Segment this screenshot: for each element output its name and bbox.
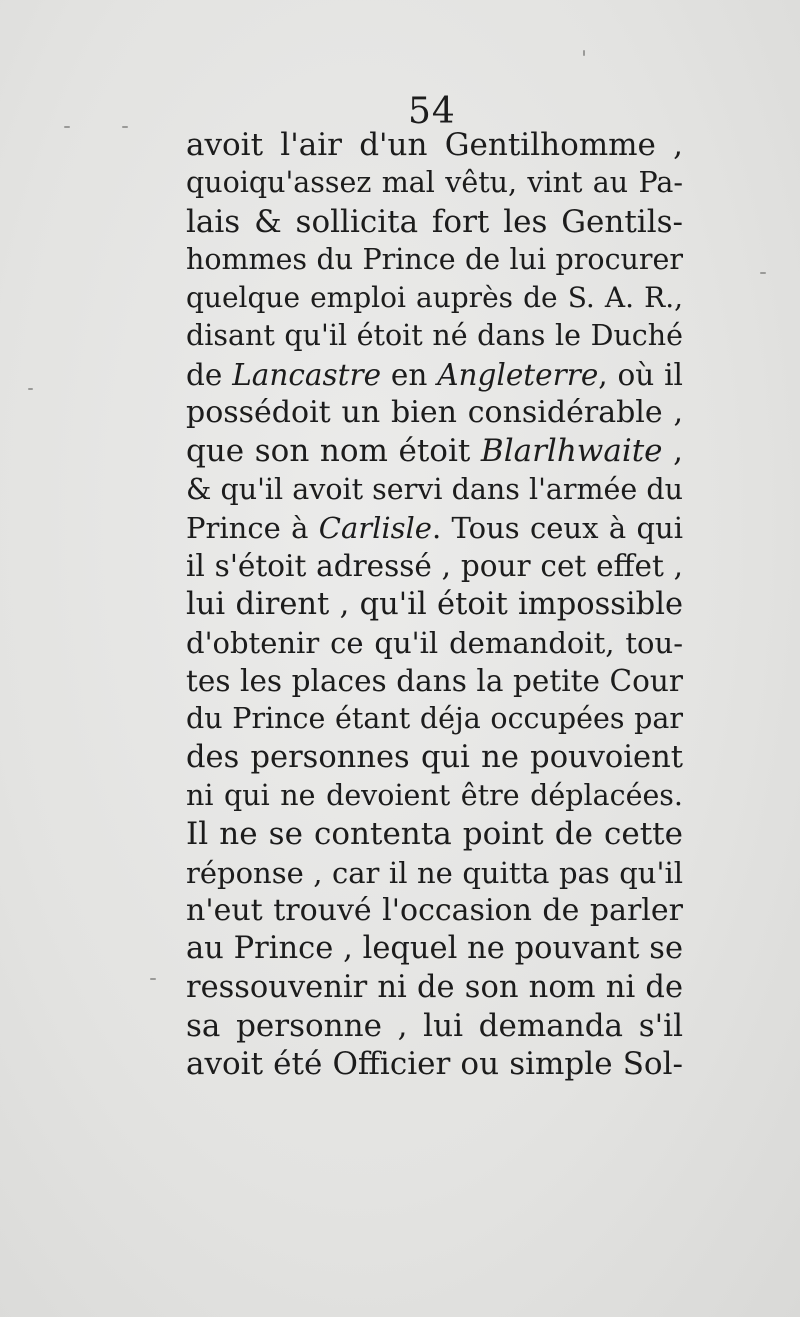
text-line xyxy=(186,739,683,777)
text-segment: lui dirent , qu'il étoit impossible xyxy=(186,586,683,622)
text-segment: en xyxy=(381,357,438,392)
text-segment: tes les places dans la petite Cour xyxy=(186,664,683,699)
text-line xyxy=(186,509,683,547)
text-segment: quelque emploi auprès de S. A. R., xyxy=(186,281,683,315)
text-segment: d'obtenir ce qu'il demandoit, tou- xyxy=(186,625,683,660)
paper-speck xyxy=(64,126,70,128)
text-segment: ressouvenir ni de son nom ni de xyxy=(186,969,683,1005)
text-line xyxy=(186,662,683,700)
text-segment: n'eut trouvé l'occasion de parler xyxy=(186,892,683,928)
text-segment: & qu'il avoit servi dans l'armée du xyxy=(186,472,683,506)
text-line xyxy=(186,356,683,394)
text-segment: des personnes qui ne pouvoient xyxy=(186,739,683,775)
text-segment: . Tous ceux à qui xyxy=(431,510,683,545)
text-segment: disant qu'il étoit né dans le Duché xyxy=(186,319,683,353)
text-line xyxy=(186,547,683,585)
text-segment: il s'étoit adressé , pour cet effet , xyxy=(186,549,683,584)
paper-speck xyxy=(122,126,128,128)
text-line xyxy=(186,777,683,815)
text-segment: avoit l'air d'un Gentilhomme , xyxy=(186,127,683,163)
text-line xyxy=(186,126,683,164)
text-line xyxy=(186,1007,683,1045)
text-segment: , où il xyxy=(598,357,683,392)
text-line xyxy=(186,394,683,432)
paper-speck xyxy=(760,272,766,274)
text-line xyxy=(186,892,683,930)
text-line xyxy=(186,432,683,470)
paper-speck xyxy=(583,50,585,56)
text-line xyxy=(186,969,683,1007)
text-segment: , xyxy=(662,433,683,470)
text-line xyxy=(186,164,683,202)
page-number: 54 xyxy=(408,91,456,132)
text-segment: ni qui ne devoient être déplacées. xyxy=(186,779,683,813)
italic-text: Blarlhwaite xyxy=(480,433,663,470)
text-line xyxy=(186,203,683,241)
text-line xyxy=(186,1045,683,1083)
text-segment: que son nom étoit xyxy=(186,433,481,470)
text-segment: possédoit un bien considérable , xyxy=(186,395,683,431)
body-text xyxy=(186,126,683,1083)
paper-speck xyxy=(150,978,156,980)
text-line xyxy=(186,586,683,624)
text-line xyxy=(186,930,683,968)
text-segment: de xyxy=(186,357,233,392)
text-segment: hommes du Prince de lui procurer xyxy=(186,242,683,276)
text-line xyxy=(186,624,683,662)
italic-text: Carlisle xyxy=(318,510,432,545)
italic-text: Lancastre xyxy=(232,357,382,392)
paper-speck xyxy=(28,388,33,390)
text-line xyxy=(186,279,683,317)
text-segment: Prince à xyxy=(186,510,319,545)
text-line xyxy=(186,700,683,738)
text-line xyxy=(186,317,683,355)
text-segment: lais & sollicita fort les Gentils- xyxy=(186,203,683,240)
text-segment: sa personne , lui demanda s'il xyxy=(186,1007,683,1044)
text-segment: au Prince , lequel ne pouvant se xyxy=(186,931,683,967)
text-segment: avoit été Officier ou simple Sol- xyxy=(186,1046,683,1083)
text-segment: du Prince étant déja occupées par xyxy=(186,702,683,736)
text-line xyxy=(186,815,683,853)
text-line xyxy=(186,241,683,279)
text-segment: quoiqu'assez mal vêtu, vint au Pa- xyxy=(186,166,683,200)
text-line xyxy=(186,471,683,509)
text-line xyxy=(186,854,683,892)
text-segment: réponse , car il ne quitta pas qu'il xyxy=(186,855,683,890)
italic-text: Angleterre xyxy=(437,357,599,392)
text-segment: Il ne se contenta point de cette xyxy=(186,816,683,853)
